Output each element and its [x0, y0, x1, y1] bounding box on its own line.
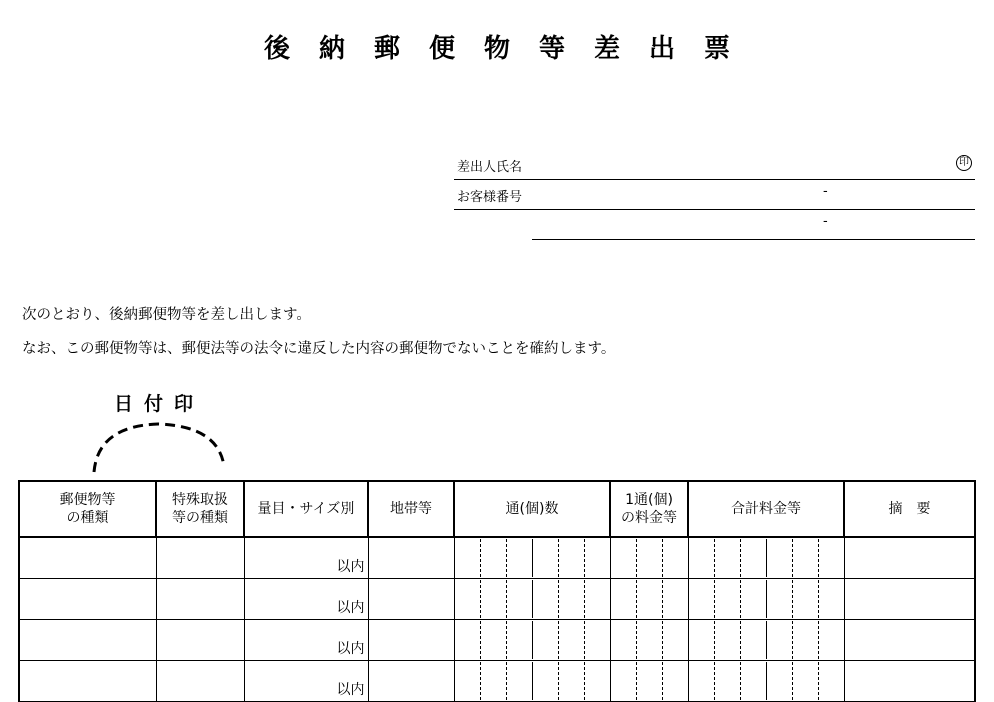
- header-size: 量目・サイズ別: [244, 481, 368, 537]
- seal-mark: 印: [956, 155, 972, 171]
- header-count: 通(個)数: [454, 481, 610, 537]
- customer-number-row[interactable]: [454, 180, 975, 210]
- remarks-cell[interactable]: [844, 620, 975, 661]
- header-total: 合計料金等: [688, 481, 844, 537]
- total-cell[interactable]: [688, 579, 844, 620]
- table-row: [19, 661, 975, 702]
- page-title: 後納郵便物等差出票: [263, 34, 759, 64]
- customer-number-dash: -: [823, 184, 828, 199]
- size-cell[interactable]: 以内: [244, 661, 368, 702]
- table-row: [19, 620, 975, 661]
- size-cell[interactable]: 以内: [244, 537, 368, 579]
- zone-cell[interactable]: [368, 661, 454, 702]
- table-row: [19, 537, 975, 579]
- header-remarks: 摘 要: [844, 481, 975, 537]
- customer-number-label: お客様番号: [457, 190, 523, 205]
- count-cell[interactable]: [454, 620, 610, 661]
- unit-fee-cell[interactable]: [610, 620, 688, 661]
- sender-name-label: 差出人氏名: [457, 160, 523, 175]
- sender-name-row[interactable]: [454, 150, 975, 180]
- date-stamp-label: 日付印: [114, 393, 205, 415]
- date-stamp-arc: [88, 418, 238, 478]
- unit-fee-cell[interactable]: [610, 579, 688, 620]
- remarks-cell[interactable]: [844, 579, 975, 620]
- unit-fee-cell[interactable]: [610, 661, 688, 702]
- kind-cell[interactable]: [19, 661, 156, 702]
- remarks-cell[interactable]: [844, 661, 975, 702]
- count-cell[interactable]: [454, 537, 610, 579]
- statement-line-2: なお、この郵便物等は、郵便法等の法令に違反した内容の郵便物でないことを確約します。: [22, 341, 616, 357]
- table-row: [19, 579, 975, 620]
- customer-number-dash-2: -: [823, 214, 828, 229]
- mail-items-table: [18, 480, 976, 702]
- header-kind: 郵便物等 の種類: [19, 481, 156, 537]
- table-header-row: [19, 481, 975, 537]
- header-unit-fee: 1通(個) の料金等: [610, 481, 688, 537]
- total-cell[interactable]: [688, 620, 844, 661]
- zone-cell[interactable]: [368, 537, 454, 579]
- unit-fee-cell[interactable]: [610, 537, 688, 579]
- header-zone: 地帯等: [368, 481, 454, 537]
- statement-line-1: 次のとおり、後納郵便物等を差し出します。: [22, 307, 311, 323]
- count-cell[interactable]: [454, 579, 610, 620]
- zone-cell[interactable]: [368, 579, 454, 620]
- kind-cell[interactable]: [19, 620, 156, 661]
- total-cell[interactable]: [688, 661, 844, 702]
- customer-number-row-2[interactable]: [532, 210, 975, 240]
- special-cell[interactable]: [156, 537, 244, 579]
- special-cell[interactable]: [156, 579, 244, 620]
- remarks-cell[interactable]: [844, 537, 975, 579]
- count-cell[interactable]: [454, 661, 610, 702]
- total-cell[interactable]: [688, 537, 844, 579]
- size-cell[interactable]: 以内: [244, 579, 368, 620]
- kind-cell[interactable]: [19, 579, 156, 620]
- header-special: 特殊取扱 等の種類: [156, 481, 244, 537]
- zone-cell[interactable]: [368, 620, 454, 661]
- special-cell[interactable]: [156, 620, 244, 661]
- special-cell[interactable]: [156, 661, 244, 702]
- size-cell[interactable]: 以内: [244, 620, 368, 661]
- kind-cell[interactable]: [19, 537, 156, 579]
